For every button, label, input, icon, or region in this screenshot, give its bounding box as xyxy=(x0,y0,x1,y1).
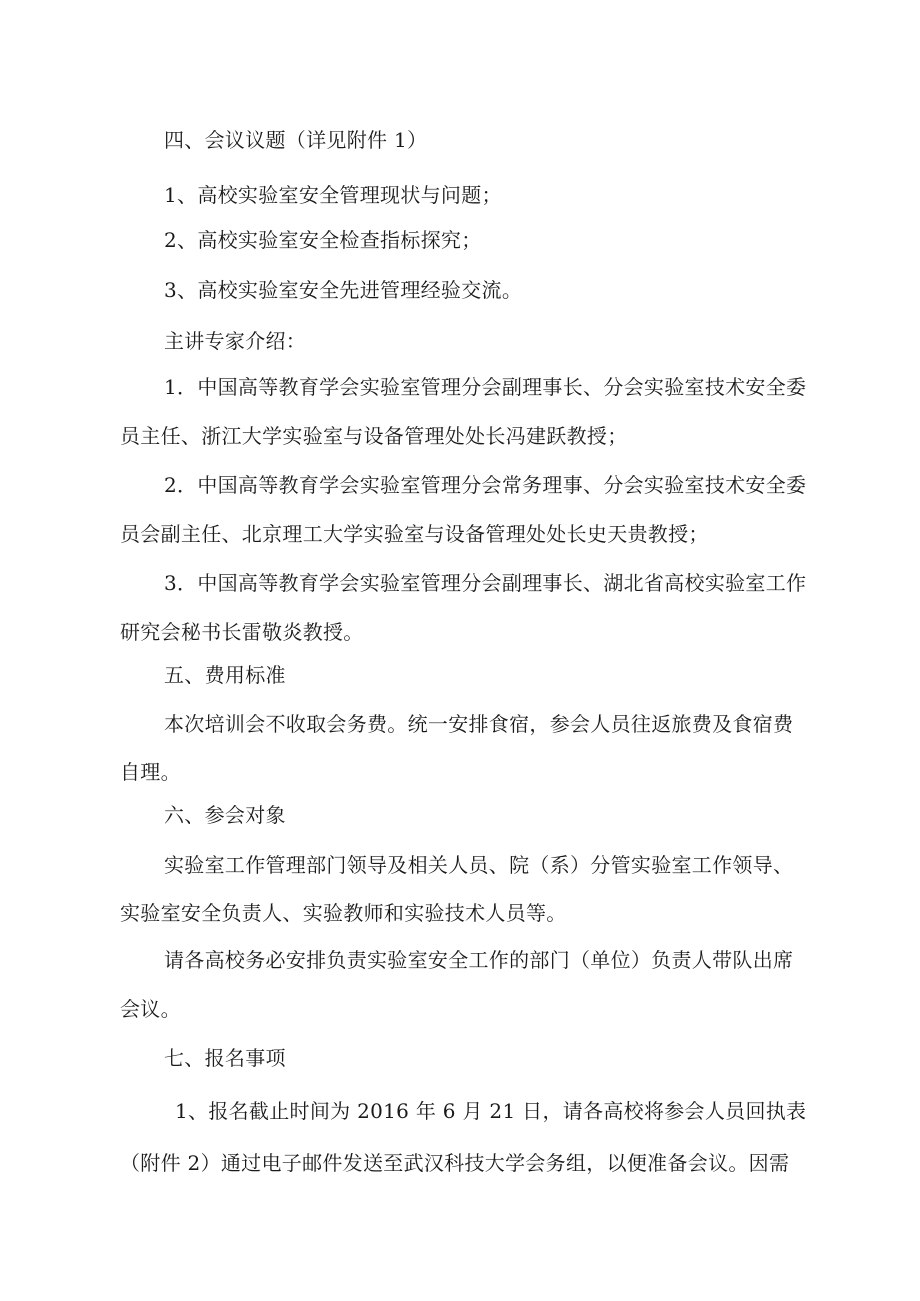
section7-heading: 七、报名事项 xyxy=(164,1046,286,1070)
expert-3-line2: 研究会秘书长雷敬炎教授。 xyxy=(120,620,364,644)
section4-heading: 四、会议议题（详见附件 1） xyxy=(164,128,428,152)
attendees-line2: 实验室安全负责人、实验教师和实验技术人员等。 xyxy=(120,901,567,925)
section5-heading: 五、费用标准 xyxy=(164,663,286,687)
expert-3-line1: 3．中国高等教育学会实验室管理分会副理事长、湖北省高校实验室工作 xyxy=(164,571,807,595)
agenda-item-2: 2、高校实验室安全检查指标探究； xyxy=(164,228,482,252)
section6-heading: 六、参会对象 xyxy=(164,803,286,827)
agenda-item-1: 1、高校实验室安全管理现状与问题； xyxy=(164,183,502,207)
fee-line2: 自理。 xyxy=(120,760,181,784)
experts-heading: 主讲专家介绍： xyxy=(164,329,307,353)
request-line2: 会议。 xyxy=(120,997,181,1021)
attendees-line1: 实验室工作管理部门领导及相关人员、院（系）分管实验室工作领导、 xyxy=(164,853,794,877)
request-line1: 请各高校务必安排负责实验室安全工作的部门（单位）负责人带队出席 xyxy=(164,948,794,972)
agenda-item-3: 3、高校实验室安全先进管理经验交流。 xyxy=(164,278,523,302)
registration-line2: （附件 2）通过电子邮件发送至武汉科技大学会务组，以便准备会议。因需 xyxy=(120,1151,790,1175)
expert-2-line1: 2．中国高等教育学会实验室管理分会常务理事、分会实验室技术安全委 xyxy=(164,473,807,497)
registration-line1: 1、报名截止时间为 2016 年 6 月 21 日，请各高校将参会人员回执表 xyxy=(175,1099,807,1123)
expert-1-line1: 1．中国高等教育学会实验室管理分会副理事长、分会实验室技术安全委 xyxy=(164,375,807,399)
fee-line1: 本次培训会不收取会务费。统一安排食宿，参会人员往返旅费及食宿费 xyxy=(164,712,794,736)
expert-1-line2: 员主任、浙江大学实验室与设备管理处处长冯建跃教授； xyxy=(120,424,628,448)
expert-2-line2: 员会副主任、北京理工大学实验室与设备管理处处长史天贵教授； xyxy=(120,522,709,546)
